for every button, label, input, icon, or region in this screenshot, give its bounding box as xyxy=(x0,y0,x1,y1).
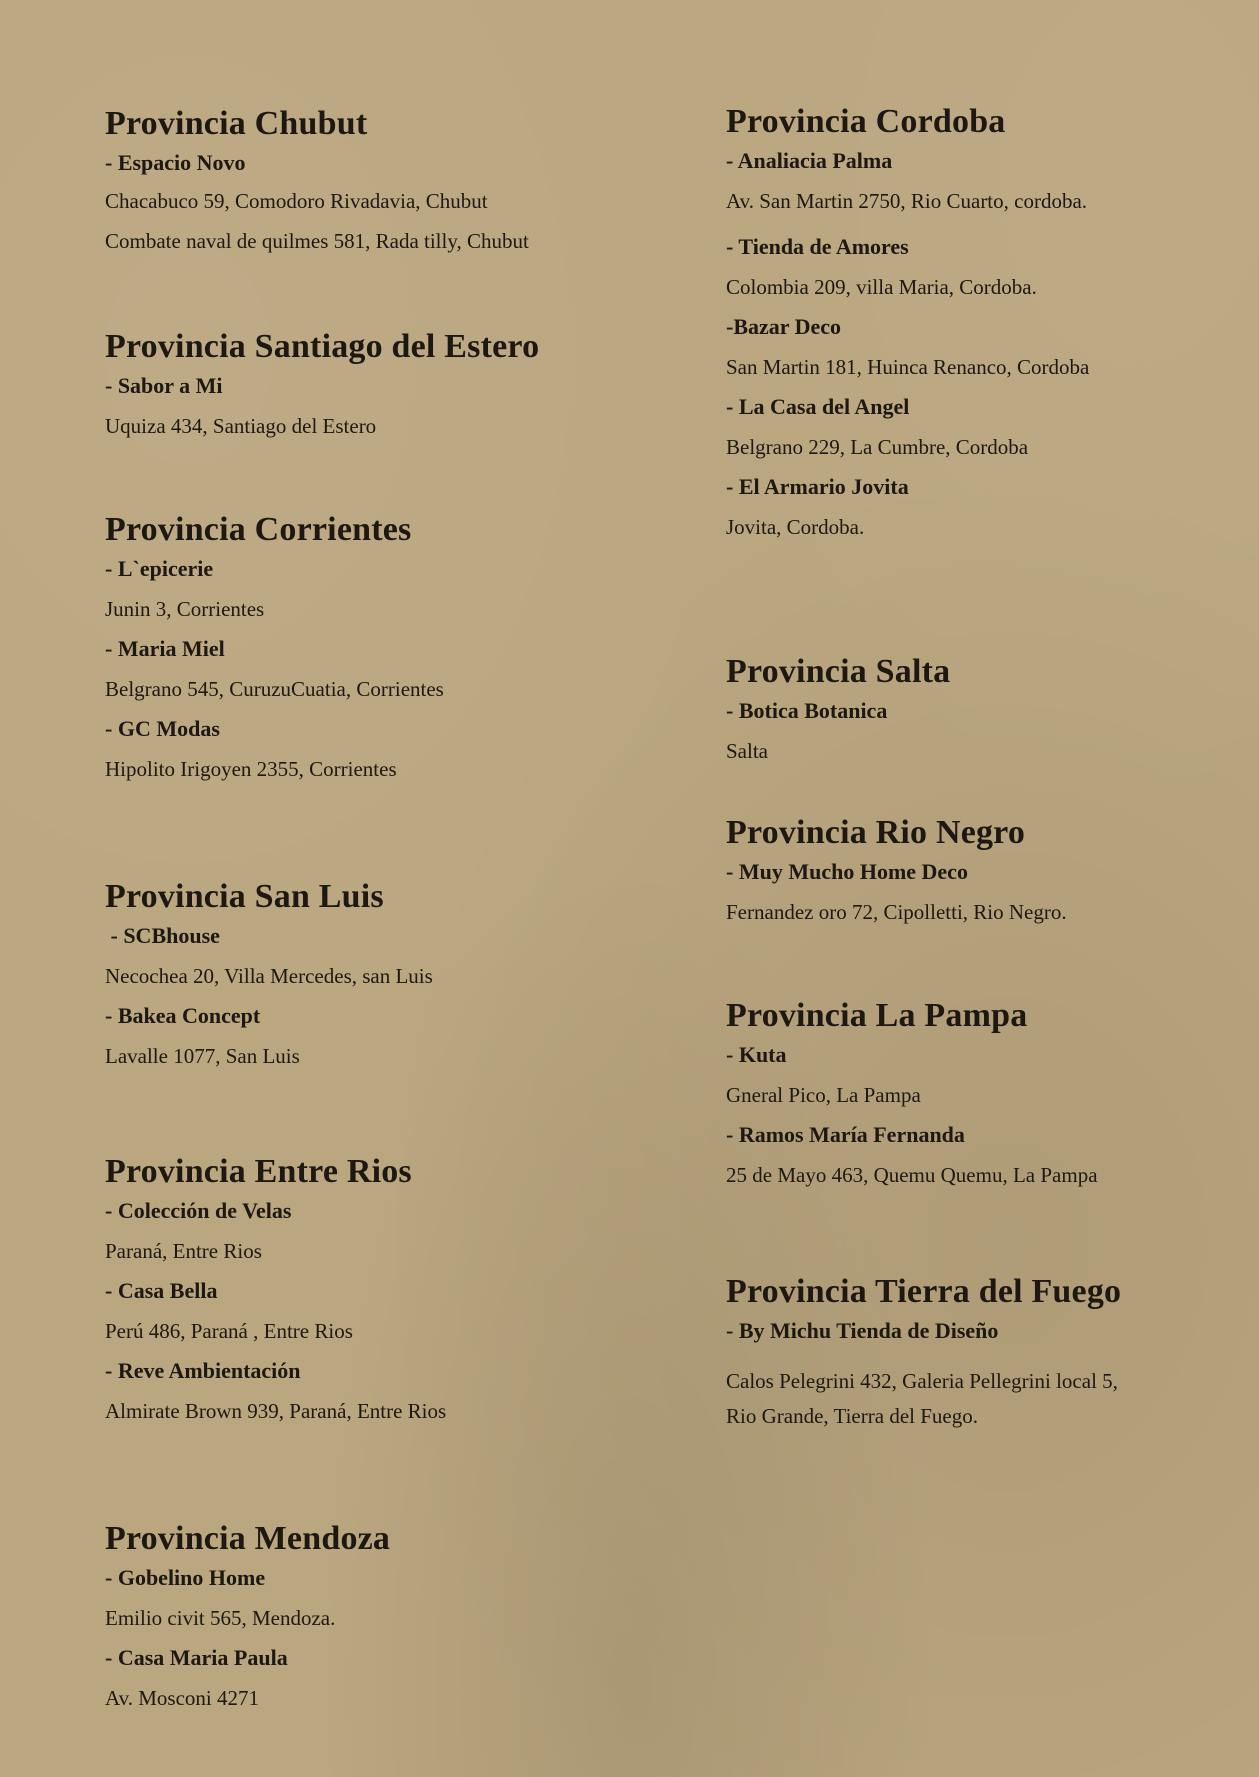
store-name: - Colección de Velas xyxy=(105,1198,292,1223)
store-address: Emilio civit 565, Mendoza. xyxy=(105,1606,336,1630)
store-address: Salta xyxy=(726,739,768,763)
province-cordoba xyxy=(726,102,1226,558)
store-address: 25 de Mayo 463, Quemu Quemu, La Pampa xyxy=(726,1163,1098,1187)
store-address: Av. Mosconi 4271 xyxy=(105,1686,259,1710)
store-address: Lavalle 1077, San Luis xyxy=(105,1044,300,1068)
province-tierra-del-fuego xyxy=(726,1272,1226,1450)
store-name: - Casa Maria Paula xyxy=(105,1645,288,1670)
store-address: Jovita, Cordoba. xyxy=(726,515,865,539)
province-title: Provincia Rio Negro xyxy=(726,814,1026,851)
province-title: Provincia Salta xyxy=(726,653,951,690)
store-name: - Gobelino Home xyxy=(105,1565,266,1590)
store-name: - L`epicerie xyxy=(105,556,214,581)
province-chubut xyxy=(105,104,665,272)
store-address: Fernandez oro 72, Cipolletti, Rio Negro. xyxy=(726,900,1067,924)
store-address: Calos Pelegrini 432, Galeria Pellegrini local 5, xyxy=(726,1369,1118,1393)
store-address: Almirate Brown 939, Paraná, Entre Rios xyxy=(105,1399,447,1423)
province-title: Provincia La Pampa xyxy=(726,997,1028,1034)
store-name: - Kuta xyxy=(726,1042,787,1067)
store-address: Hipolito Irigoyen 2355, Corrientes xyxy=(105,757,397,781)
store-address: Belgrano 545, CuruzuCuatia, Corrientes xyxy=(105,677,444,701)
province-title: Provincia Entre Rios xyxy=(105,1153,412,1190)
province-san-luis xyxy=(105,877,665,1087)
store-address: Chacabuco 59, Comodoro Rivadavia, Chubut xyxy=(105,189,488,213)
province-title: Provincia Chubut xyxy=(105,105,368,142)
province-santiago-del-estero xyxy=(105,327,665,457)
store-name: - Espacio Novo xyxy=(105,150,246,175)
store-address: Perú 486, Paraná , Entre Rios xyxy=(105,1319,353,1343)
store-address: Paraná, Entre Rios xyxy=(105,1239,262,1263)
store-name: - El Armario Jovita xyxy=(726,474,909,499)
store-name: - Reve Ambientación xyxy=(105,1358,301,1383)
province-la-pampa xyxy=(726,996,1226,1206)
store-name: - SCBhouse xyxy=(105,923,220,948)
store-address: Rio Grande, Tierra del Fuego. xyxy=(726,1404,978,1428)
store-name: - Muy Mucho Home Deco xyxy=(726,859,968,884)
store-address: Av. San Martin 2750, Rio Cuarto, cordoba. xyxy=(726,189,1088,213)
store-address: Uquiza 434, Santiago del Estero xyxy=(105,414,377,438)
province-title: Provincia Corrientes xyxy=(105,511,412,548)
store-name: - Botica Botanica xyxy=(726,698,888,723)
store-address: Combate naval de quilmes 581, Rada tilly, Chubut xyxy=(105,229,529,253)
store-name: - Maria Miel xyxy=(105,636,225,661)
store-address: Gneral Pico, La Pampa xyxy=(726,1083,921,1107)
store-name: - Bakea Concept xyxy=(105,1003,261,1028)
store-address: Necochea 20, Villa Mercedes, san Luis xyxy=(105,964,433,988)
province-title: Provincia Cordoba xyxy=(726,103,1006,140)
store-address: San Martin 181, Huinca Renanco, Cordoba xyxy=(726,355,1090,379)
store-name: - By Michu Tienda de Diseño xyxy=(726,1318,999,1343)
store-name: - Tienda de Amores xyxy=(726,234,909,259)
province-entre-rios xyxy=(105,1152,665,1442)
province-title: Provincia Santiago del Estero xyxy=(105,328,540,365)
store-address: Belgrano 229, La Cumbre, Cordoba xyxy=(726,435,1029,459)
store-name: - Casa Bella xyxy=(105,1278,218,1303)
province-mendoza xyxy=(105,1519,665,1729)
store-address: Colombia 209, villa Maria, Cordoba. xyxy=(726,275,1037,299)
store-name: - La Casa del Angel xyxy=(726,394,910,419)
province-title: Provincia Tierra del Fuego xyxy=(726,1273,1122,1310)
province-title: Provincia San Luis xyxy=(105,878,384,915)
store-name: - Analiacia Palma xyxy=(726,148,893,173)
store-address: Junin 3, Corrientes xyxy=(105,597,265,621)
store-name: - Sabor a Mi xyxy=(105,373,223,398)
province-rio-negro xyxy=(726,813,1226,943)
store-name: -Bazar Deco xyxy=(726,314,842,339)
store-name: - GC Modas xyxy=(105,716,220,741)
province-salta xyxy=(726,652,1226,782)
province-title: Provincia Mendoza xyxy=(105,1520,391,1557)
store-name: - Ramos María Fernanda xyxy=(726,1122,965,1147)
province-corrientes xyxy=(105,510,665,800)
